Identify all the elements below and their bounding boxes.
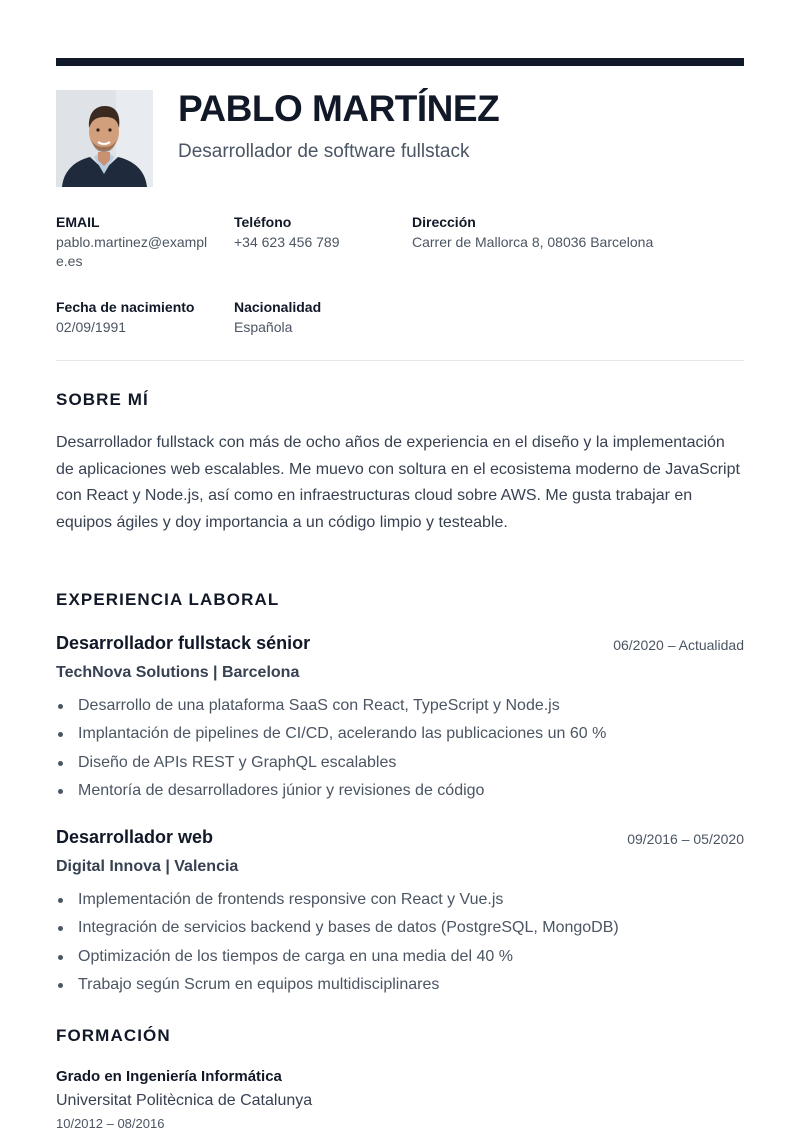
address-label: Dirección xyxy=(412,214,476,230)
contact-address xyxy=(412,213,742,252)
contact-nationality xyxy=(234,298,404,337)
phone-label: Teléfono xyxy=(234,214,292,230)
job-dates: 06/2020 – Actualidad xyxy=(613,637,744,653)
job-company: Digital Innova | Valencia xyxy=(56,858,239,875)
nationality-value: Española xyxy=(234,319,293,335)
section-divider xyxy=(56,360,744,361)
job-bullet: Desarrollo de una plataforma SaaS con React, TypeScript y Node.js xyxy=(56,692,746,720)
job-title: Desarrollador web xyxy=(56,827,214,847)
birth-date-label: Fecha de nacimiento xyxy=(56,299,195,315)
education-dates: 10/2012 – 08/2016 xyxy=(56,1116,165,1131)
header-accent-bar xyxy=(56,58,744,66)
about-text: Desarrollador fullstack con más de ocho años de experiencia en el diseño y la implementación de aplicaciones web escalables. Me muevo con soltura en el ecosistema moderno de JavaScript con React y Node.js, así como en infraestructuras cloud sobre AWS. Me gusta trabajar en equipos ágiles y doy importancia a un código limpio y testeable. xyxy=(56,434,740,531)
job-bullet: Implantación de pipelines de CI/CD, acelerando las publicaciones un 60 % xyxy=(56,720,746,748)
profile-photo xyxy=(56,90,153,187)
job-bullet: Implementación de frontends responsive con React y Vue.js xyxy=(56,886,746,914)
job-bullet-list xyxy=(56,692,746,805)
email-value[interactable]: pablo.martinez@example.es xyxy=(56,234,208,269)
phone-value[interactable]: +34 623 456 789 xyxy=(234,234,340,250)
job-dates: 09/2016 – 05/2020 xyxy=(627,831,744,847)
address-value: Carrer de Mallorca 8, 08036 Barcelona xyxy=(412,234,654,250)
candidate-name: PABLO MARTÍNEZ xyxy=(178,88,500,129)
job-bullet: Trabajo según Scrum en equipos multidisciplinares xyxy=(56,971,746,999)
contact-email xyxy=(56,213,216,271)
birth-date-value: 02/09/1991 xyxy=(56,319,127,335)
job-bullet: Integración de servicios backend y bases de datos (PostgreSQL, MongoDB) xyxy=(56,914,746,942)
experience-heading: EXPERIENCIA LABORAL xyxy=(56,590,280,609)
email-label: EMAIL xyxy=(56,214,100,230)
job-bullet-list xyxy=(56,886,746,999)
job-bullet: Mentoría de desarrolladores júnior y revisiones de código xyxy=(56,777,746,805)
job-bullet: Optimización de los tiempos de carga en una media del 40 % xyxy=(56,943,746,971)
education-heading: FORMACIÓN xyxy=(56,1026,171,1045)
candidate-title: Desarrollador de software fullstack xyxy=(178,141,470,162)
contact-birth-date xyxy=(56,298,226,337)
job-company: TechNova Solutions | Barcelona xyxy=(56,664,300,681)
education-school: Universitat Politècnica de Catalunya xyxy=(56,1092,313,1109)
job-bullet: Diseño de APIs REST y GraphQL escalables xyxy=(56,749,746,777)
nationality-label: Nacionalidad xyxy=(234,299,322,315)
job-title: Desarrollador fullstack sénior xyxy=(56,633,311,653)
contact-phone xyxy=(234,213,404,252)
about-heading: SOBRE MÍ xyxy=(56,390,149,409)
education-degree: Grado en Ingeniería Informática xyxy=(56,1068,282,1085)
